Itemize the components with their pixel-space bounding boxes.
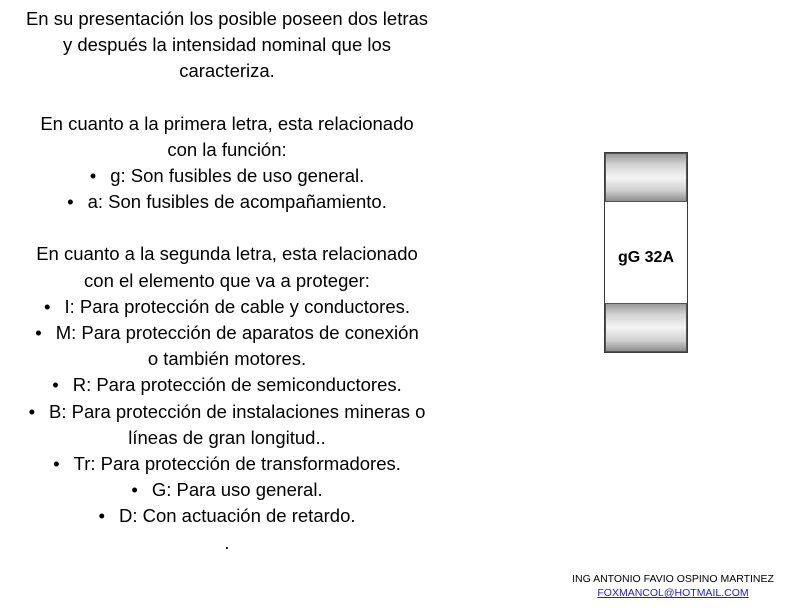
author-email-link[interactable]: FOXMANCOL@HOTMAIL.COM	[597, 587, 749, 599]
fuse-illustration	[604, 152, 688, 353]
trailing-dot: .	[224, 531, 230, 553]
author-block	[560, 572, 786, 600]
fuse-label: gG 32A	[617, 249, 674, 266]
second-letter-item-r: • R: Para protección de semiconductores.	[4, 372, 450, 398]
first-letter-heading-2: con la función:	[167, 138, 287, 160]
second-letter-item-b-cont: líneas de gran longitud..	[128, 426, 326, 448]
second-letter-item-tr: • Tr: Para protección de transformadores.	[4, 451, 450, 477]
main-text	[4, 6, 450, 556]
intro-line-3: caracteriza.	[179, 60, 275, 82]
second-letter-item-b: • B: Para protección de instalaciones mineras o	[4, 399, 450, 425]
second-letter-heading-1: En cuanto a la segunda letra, esta relacionado	[36, 243, 418, 265]
second-letter-item-m: • M: Para protección de aparatos de conexión	[4, 320, 450, 346]
first-letter-heading-1: En cuanto a la primera letra, esta relacionado	[40, 112, 414, 134]
second-letter-heading-2: con el elemento que va a proteger:	[84, 269, 370, 291]
intro-line-1: En su presentación los posible poseen dos letras	[25, 8, 429, 29]
fuse-bottom-cap	[605, 303, 687, 352]
second-letter-item-m-cont: o también motores.	[147, 348, 307, 370]
intro-line-2: y después la intensidad nominal que los	[62, 34, 392, 56]
fuse-top-cap	[605, 153, 687, 202]
second-letter-item-g: • G: Para uso general.	[4, 477, 450, 503]
author-name: ING ANTONIO FAVIO OSPINO MARTINEZ	[572, 573, 774, 585]
first-letter-item-a: • a: Son fusibles de acompañamiento.	[4, 189, 450, 215]
first-letter-item-g: • g: Son fusibles de uso general.	[4, 163, 450, 189]
second-letter-item-d: • D: Con actuación de retardo.	[4, 503, 450, 529]
second-letter-item-i: • I: Para protección de cable y conductores.	[4, 294, 450, 320]
